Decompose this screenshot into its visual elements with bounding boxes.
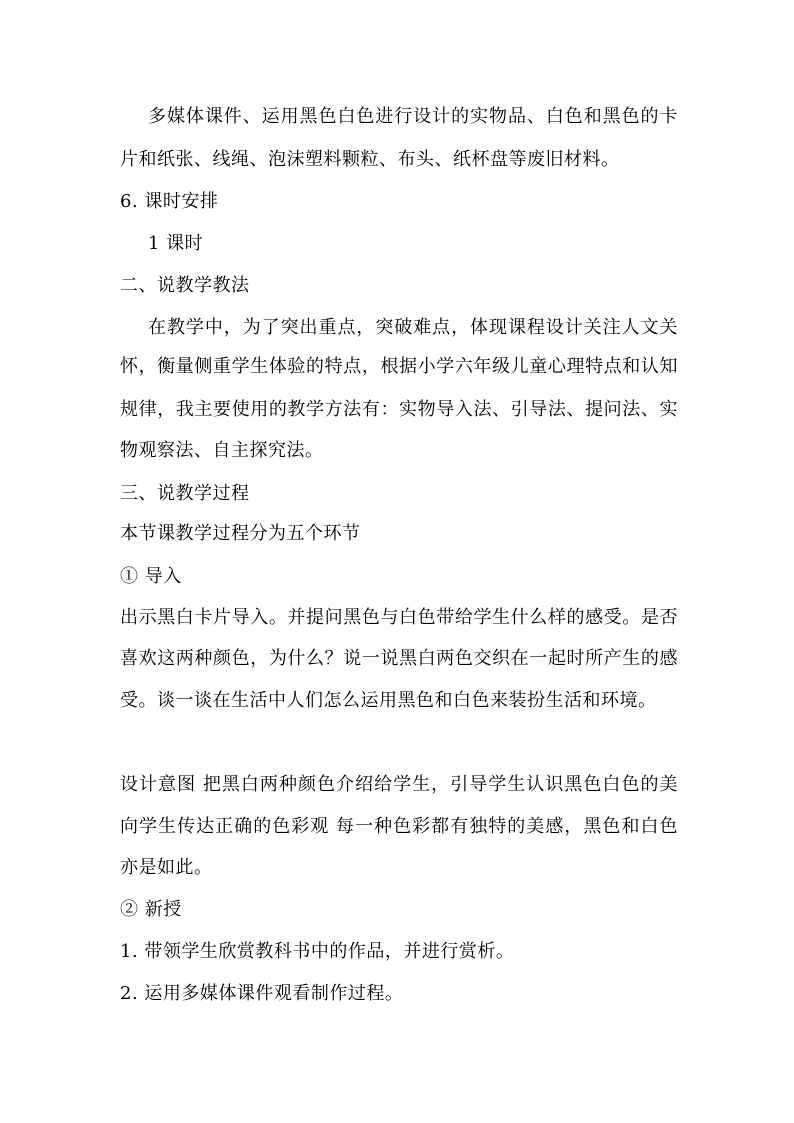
step-1-title: ① 导入 [120, 566, 182, 587]
materials-line-2: 片和纸张、线绳、泡沫塑料颗粒、布头、纸杯盘等废旧材料。 [120, 149, 620, 170]
design-intent-line-1: 设计意图 把黑白两种颜色介绍给学生，引导学生认识黑色白色的美 [120, 774, 678, 795]
methods-heading: 二、说教学教法 [120, 275, 250, 296]
step-1-line-3: 受。谈一谈在生活中人们怎么运用黑色和白色来装扮生活和环境。 [120, 690, 657, 711]
schedule-heading: 6. 课时安排 [120, 191, 219, 212]
step-2-title: ② 新授 [120, 899, 182, 920]
process-heading: 三、说教学过程 [120, 483, 250, 504]
design-intent-line-2: 向学生传达正确的色彩观 每一种色彩都有独特的美感，黑色和白色 [120, 816, 678, 837]
methods-line-3: 规律，我主要使用的教学方法有：实物导入法、引导法、提问法、实 [120, 399, 678, 420]
step-1-line-1: 出示黑白卡片导入。并提问黑色与白色带给学生什么样的感受。是否 [120, 607, 678, 628]
methods-line-1: 在教学中，为了突出重点，突破难点，体现课程设计关注人文关 [148, 317, 678, 338]
step-2-item-2: 2. 运用多媒体课件观看制作过程。 [120, 983, 404, 1004]
methods-line-2: 怀，衡量侧重学生体验的特点，根据小学六年级儿童心理特点和认知 [120, 356, 678, 377]
materials-line-1: 多媒体课件、运用黑色白色进行设计的实物品、白色和黑色的卡 [148, 106, 678, 127]
schedule-value: 1 课时 [148, 233, 204, 254]
design-intent-line-3: 亦是如此。 [120, 857, 213, 878]
step-2-item-1: 1. 带领学生欣赏教科书中的作品，并进行赏析。 [120, 941, 515, 962]
process-intro: 本节课教学过程分为五个环节 [120, 523, 361, 544]
step-1-line-2: 喜欢这两种颜色，为什么？说一说黑白两色交织在一起时所产生的感 [120, 648, 678, 669]
methods-line-4: 物观察法、自主探究法。 [120, 440, 324, 461]
